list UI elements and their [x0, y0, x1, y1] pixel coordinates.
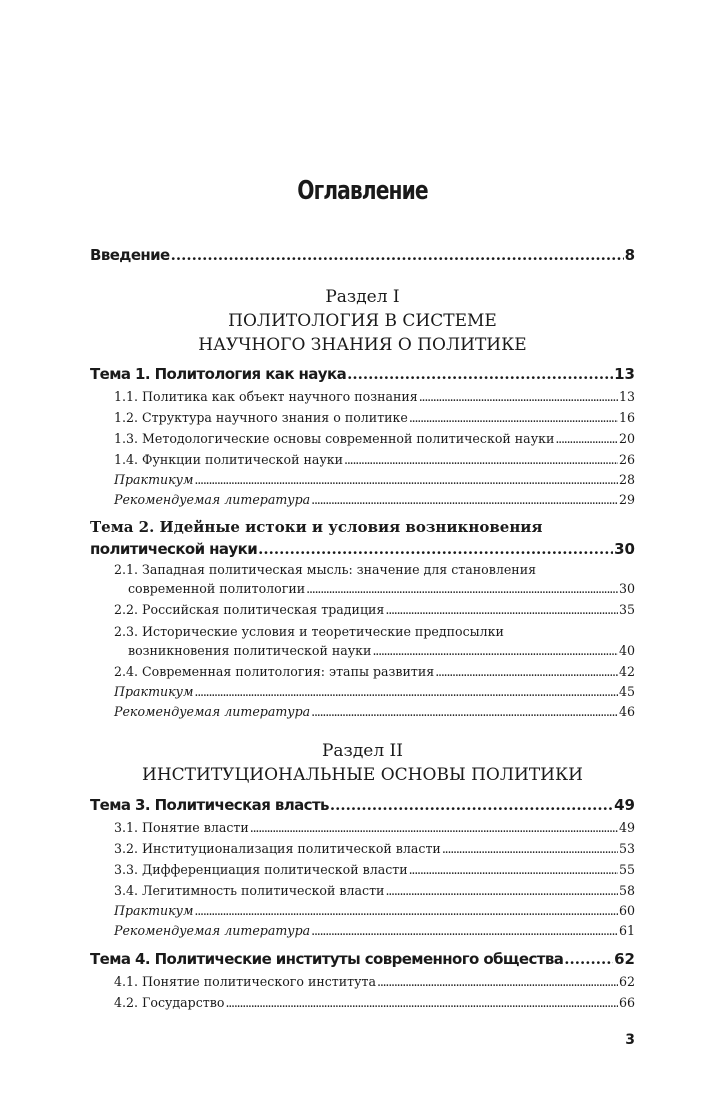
toc-entry[interactable]: 1.2. Структура научного знания о политике . . . 16 [114, 410, 635, 425]
toc-entry[interactable]: 3.1. Понятие власти . . . 49 [114, 820, 635, 835]
toc-entry[interactable]: 4.1. Понятие политического института . . . 62 [114, 974, 635, 989]
page-title: Оглавление [297, 176, 428, 206]
toc-entry-topic-4[interactable]: Тема 4. Политические институты современного общества . . . 62 [90, 950, 635, 968]
toc-entry-page: 8 [624, 246, 635, 264]
toc-entry-label: Введение [90, 246, 170, 264]
toc-entry-literature[interactable]: Рекомендуемая литература . . . 46 [114, 704, 635, 719]
toc-entry[interactable]: 1.4. Функции политической науки . . . 26 [114, 452, 635, 467]
toc-entry-topic-2[interactable]: политической науки . . . 30 [90, 540, 635, 558]
section-1-title-line2: НАУЧНОГО ЗНАНИЯ О ПОЛИТИКЕ [198, 335, 527, 355]
toc-entry[interactable]: 2.4. Современная политология: этапы развития . . . 42 [114, 664, 635, 679]
toc-entry[interactable]: современной политологии . . . 30 [128, 581, 635, 596]
toc-entry-literature[interactable]: Рекомендуемая литература . . . 61 [114, 923, 635, 938]
section-1-label: Раздел I [325, 287, 400, 307]
toc-entry[interactable]: 4.2. Государство . . . 66 [114, 995, 635, 1010]
toc-entry[interactable]: 2.2. Российская политическая традиция . . . 35 [114, 602, 635, 617]
page-number: 3 [625, 1032, 635, 1048]
toc-entry-line1: 2.3. Исторические условия и теоретические предпосылки [114, 624, 504, 639]
toc-entry-topic-2-line1: Тема 2. Идейные истоки и условия возникновения [90, 518, 543, 536]
section-2-title: ИНСТИТУЦИОНАЛЬНЫЕ ОСНОВЫ ПОЛИТИКИ [142, 765, 583, 785]
toc-entry[interactable]: 3.3. Дифференциация политической власти . . . 55 [114, 862, 635, 877]
toc-entry-topic-3[interactable]: Тема 3. Политическая власть . . . 49 [90, 796, 635, 814]
toc-entry-practicum[interactable]: Практикум . . . 45 [114, 684, 635, 699]
toc-entry[interactable]: возникновения политической науки . . . 40 [128, 643, 635, 658]
toc-entry[interactable]: 1.3. Методологические основы современной политической науки . . . 20 [114, 431, 635, 446]
section-2-label: Раздел II [321, 741, 403, 761]
section-1-title-line1: ПОЛИТОЛОГИЯ В СИСТЕМЕ [228, 311, 497, 331]
toc-entry[interactable]: 1.1. Политика как объект научного познания . . . 13 [114, 389, 635, 404]
toc-entry-topic-1[interactable]: Тема 1. Политология как наука . . . 13 [90, 365, 635, 383]
toc-entry-intro[interactable] [90, 246, 635, 264]
toc-entry-line1: 2.1. Западная политическая мысль: значение для становления [114, 562, 537, 577]
toc-entry[interactable]: 3.4. Легитимность политической власти . . . 58 [114, 883, 635, 898]
toc-entry-literature[interactable]: Рекомендуемая литература . . . 29 [114, 492, 635, 507]
toc-entry-practicum[interactable]: Практикум . . . 60 [114, 903, 635, 918]
toc-entry-practicum[interactable]: Практикум . . . 28 [114, 472, 635, 487]
toc-entry[interactable]: 3.2. Институционализация политической власти . . . 53 [114, 841, 635, 856]
